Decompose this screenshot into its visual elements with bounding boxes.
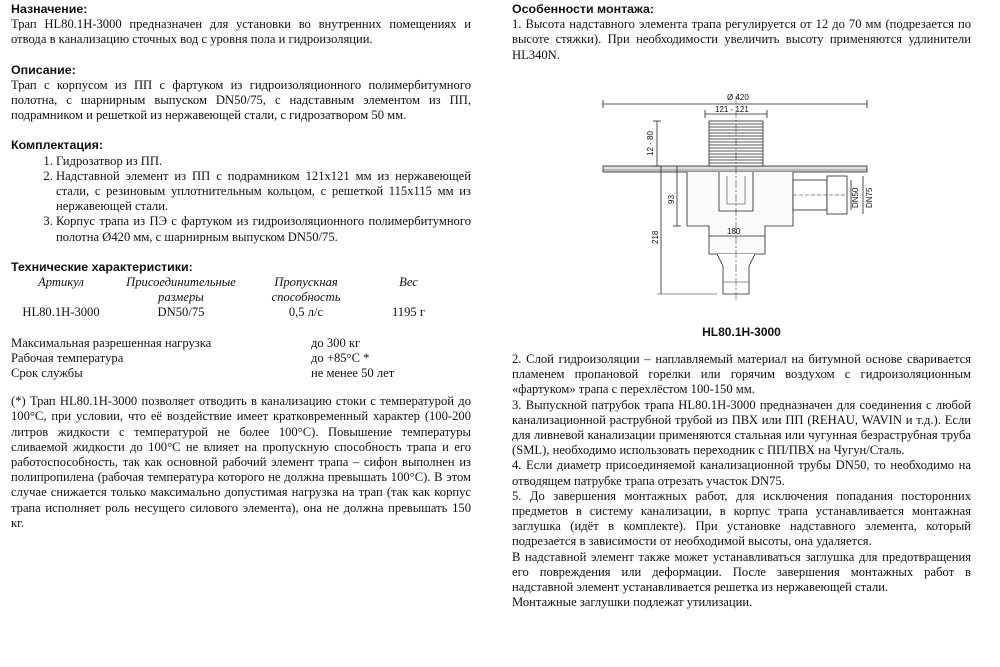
mounting-points: [512, 352, 971, 610]
kit-item: 3. Корпус трапа из ПЭ с фартуком из гидроизоляционного полимербитумного полотна Ø420 мм, с шарнирным выпуском DN50/75.: [56, 214, 471, 244]
param-row: [11, 366, 471, 381]
drain-body: [687, 172, 793, 254]
mounting-point: 3. Выпускной патрубок трапа HL80.1H-3000 предназначен для соединения с любой канализационной раструбной трубой из ПВХ или ПП (REHAU, WAVIN и т.д.). Если для ливневой канализации применяются стальная или чугунная безраструбная труба (SML), необходимо использовать переходник с ПП/ПВХ на Чугун/Сталь.: [512, 397, 971, 458]
drain-drawing-svg: [597, 76, 875, 308]
description-text: Трап с корпусом из ПП с фартуком из гидроизоляционного полимербитумного полотна, с шарнирным выпуском DN50/75, с надставным элементом из ПП, подрамником и решеткой из нержавеющей стали, с гидрозатвором 50 мм.: [11, 77, 471, 123]
temperature-note: (*) Трап HL80.1H-3000 позволяет отводить в канализацию стоки с температурой до 100°С, при условии, что её воздействие имеет кратковременный характер (100-200 литров жидкости с температурой не более 100°С). Повышение температуры сливаемой жидкости до 100°С не влияет на пропускную способность трапа и его работоспособность, так как основной рабочий элемент трапа – сифон выполнен из полипропилена (рабочая температура которого не должна превышать 100°С). В этом случае снижается только максимально допустимая нагрузка на трап (так как корпус трапа исполняет роль несущего силового элемента), она не должна превышать 150 кг.: [11, 394, 471, 530]
spec-col-connection: Присоединительные размеры: [126, 275, 236, 305]
right-column: [512, 2, 971, 63]
kit-item: 2. Надставной элемент из ПП с подрамником 121х121 мм из нержавеющей стали, с резиновым уплотнительным кольцом, с решеткой 115х115 мм из нержавеющей стали.: [56, 169, 471, 215]
purpose-heading: Назначение:: [11, 2, 88, 16]
param-label: Срок службы: [11, 366, 83, 381]
mounting-point: 2. Слой гидроизоляции – наплавляемый материал на битумной основе сваривается пламенем пропановой горелки или горячим воздухом с гидроизоляционным «фартуком» трапа с перехлёстом 100-150 мм.: [512, 352, 971, 397]
label-grate: 121 - 121: [715, 105, 749, 114]
kit-item: 1. Гидрозатвор из ПП.: [56, 154, 471, 169]
mounting-intro: 1. Высота надставного элемента трапа регулируется от 12 до 70 мм (подрезается по высоте стяжки). При необходимости увеличить высоту применяются удлинители HL340N.: [512, 17, 971, 62]
purpose-text: Трап HL80.1H-3000 предназначен для установки во внутренних помещениях и отвода в канализацию сточных вод с уровня пола и гидроизоляции.: [11, 17, 471, 47]
param-value: до +85°С *: [311, 350, 370, 365]
param-label: Рабочая температура: [11, 350, 124, 365]
param-label: Максимальная разрешенная нагрузка: [11, 335, 212, 350]
apron-shape: [603, 166, 867, 172]
specs-table-row: [11, 305, 471, 320]
label-h93: 93: [667, 195, 676, 204]
spec-col-capacity: Пропускная способность: [271, 275, 341, 305]
spec-cell-weight: 1195 г: [391, 305, 426, 320]
param-value: до 300 кг: [311, 335, 361, 350]
mounting-point: В надставной элемент также может устанавливаться заглушка для предотвращения его повреждения или деформации. После завершения монтажных работ в надставной элемент устанавливается решетка из нержавеющей стали.: [512, 549, 971, 595]
label-h218: 218: [651, 230, 660, 244]
kit-list: [11, 154, 471, 245]
param-row: [11, 351, 471, 366]
param-row: [11, 336, 471, 351]
mounting-point: Монтажные заглушки подлежат утилизации.: [512, 595, 753, 610]
drawing-caption: HL80.1H-3000: [702, 325, 781, 339]
spec-cell-connection: DN50/75: [157, 305, 205, 320]
description-heading: Описание:: [11, 62, 76, 77]
label-dn75: DN75: [865, 187, 874, 208]
drain-drawing: [597, 76, 875, 308]
label-dn50: DN50: [851, 187, 860, 208]
mounting-heading: Особенности монтажа:: [512, 2, 655, 16]
spec-cell-capacity: 0,5 л/с: [288, 305, 324, 320]
mounting-point: 4. Если диаметр присоединяемой канализационной трубы DN50, то необходимо на отводящем патрубке трапа отрезать участок DN75.: [512, 458, 971, 488]
label-w180: 180: [727, 227, 741, 236]
specs-heading: Технические характеристики:: [11, 259, 193, 274]
label-diameter: Ø 420: [727, 93, 749, 102]
outlet-pipe: [793, 180, 827, 210]
specs-table-header: [11, 275, 471, 305]
left-column: [11, 2, 471, 531]
spec-col-weight: Вес: [399, 275, 418, 290]
kit-heading: Комплектация:: [11, 138, 103, 153]
param-value: не менее 50 лет: [311, 366, 395, 381]
spec-col-article: Артикул: [38, 275, 84, 290]
label-height-adj: 12 - 80: [646, 131, 655, 156]
mounting-point: 5. До завершения монтажных работ, для исключения попадания посторонних предметов в систему канализации, в корпус трапа устанавливается монтажная заглушка (идёт в комплекте). При установке надставного элемента, который подрезается в зависимости от необходимой высоты, она удаляется.: [512, 488, 971, 549]
spec-cell-article: HL80.1H-3000: [22, 305, 100, 320]
